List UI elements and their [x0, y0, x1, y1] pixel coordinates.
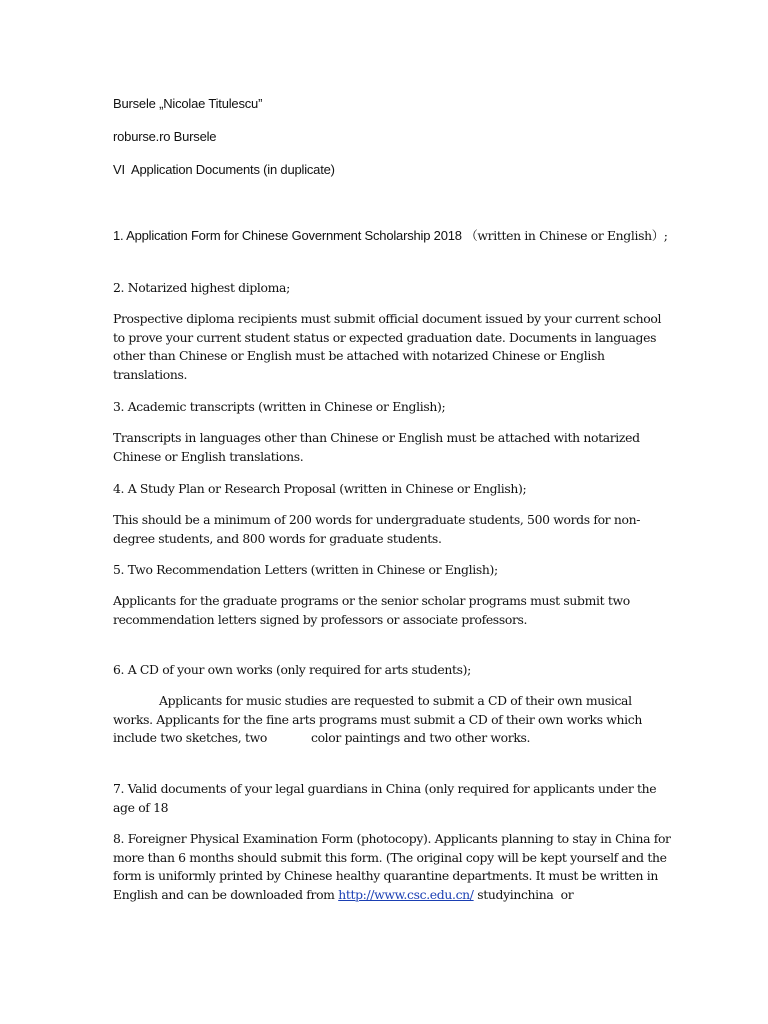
item-1-title: 1. Application Form for Chinese Government Scholarship 2018 [113, 228, 462, 243]
csc-link[interactable]: http://www.csc.edu.cn/ [338, 886, 474, 902]
item-7-title: 7. Valid documents of your legal guardians in China (only required for applicants under the age of 18 [113, 781, 660, 815]
item-5-title: 5. Two Recommendation Letters (written in Chinese or English); [113, 562, 498, 577]
item-3-body: Transcripts in languages other than Chinese or English must be attached with notarized Chinese or English translations. [113, 430, 644, 464]
item-4-body: This should be a minimum of 200 words for undergraduate students, 500 words for non-degree students, and 800 words for graduate students. [113, 512, 641, 546]
item-8-body [113, 830, 673, 904]
item-6-body-part-2: color paintings and two other works. [310, 730, 531, 746]
section-heading: VI Application Documents (in duplicate) [113, 162, 335, 177]
item-3-title: 3. Academic transcripts (written in Chinese or English); [113, 399, 446, 414]
item-2-body: Prospective diploma recipients must submit official document issued by your current school to prove your current student status or expected graduation date. Documents in languages other than Chinese or English must be attached with notarized Chinese or English translations. [113, 311, 665, 382]
item-1-note: （written in Chinese or English）; [465, 228, 668, 243]
item-8-tail: studyinchina or [473, 886, 574, 902]
header-line-1: Bursele „Nicolae Titulescu” [113, 96, 263, 111]
header-line-2: roburse.ro Bursele [113, 129, 217, 144]
item-5-body: Applicants for the graduate programs or the senior scholar programs must submit two recommendation letters signed by professors or associate professors. [113, 593, 634, 627]
item-6-title: 6. A CD of your own works (only required for arts students); [113, 662, 471, 677]
item-4-title: 4. A Study Plan or Research Proposal (written in Chinese or English); [113, 481, 527, 496]
item-2-title: 2. Notarized highest diploma; [113, 280, 290, 295]
item-8-text: 8. Foreigner Physical Examination Form (photocopy). Applicants planning to stay in China for more than 6 months should submit this form. (The original copy will be kept yourself and the form is uniformly printed by Chinese healthy quarantine departments. It must be written in English and can be downloaded from [113, 831, 675, 902]
item-1 [113, 227, 673, 246]
item-6-body [113, 692, 673, 748]
item-6-body-part-1: Applicants for music studies are requested to submit a CD of their own musical works. Applicants for the fine arts programs must submit a CD of their own works which include two sketches, two [113, 693, 646, 746]
